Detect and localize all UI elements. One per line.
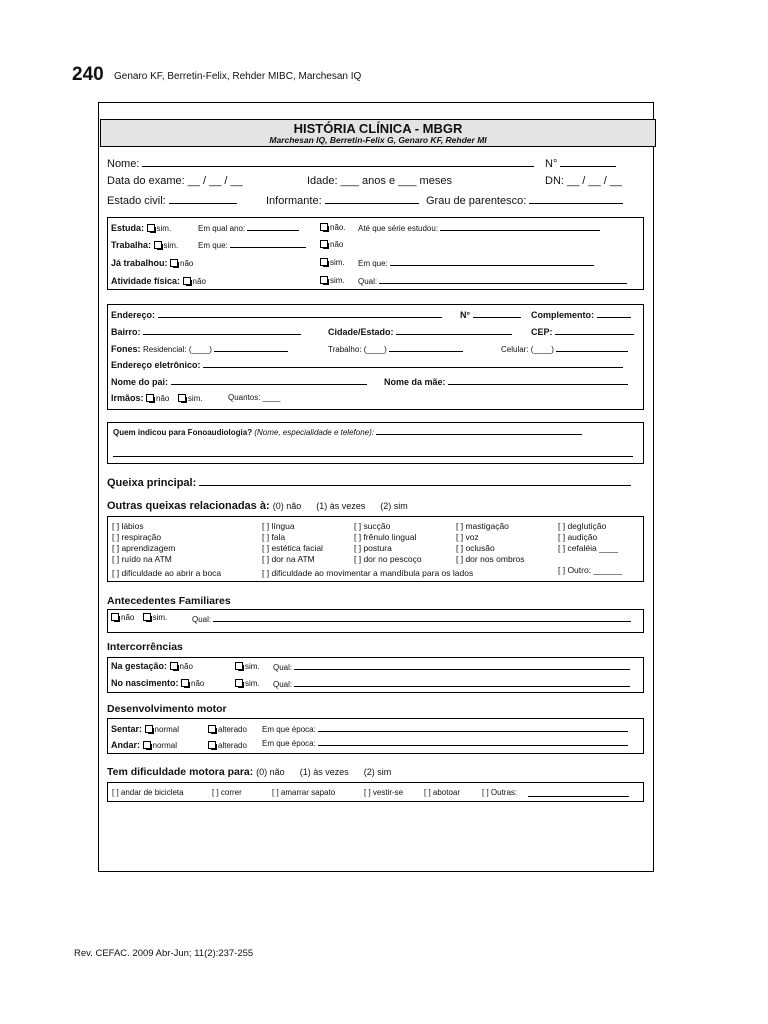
trabalha-nao-checkbox[interactable]	[320, 240, 328, 248]
motora-title: Tem dificuldade motora para:	[107, 766, 254, 778]
estuda-sim-label: sim.	[156, 224, 172, 233]
queixa-item[interactable]: [ ] dificuldade ao movimentar a mandíbula para os lados	[262, 568, 474, 578]
outras-queixas-escala: (0) não (1) às vezes (2) sim	[272, 501, 408, 511]
nascimento-sim-label: sim.	[245, 679, 260, 688]
atividade-nao-label: não	[192, 277, 206, 286]
numero-field[interactable]	[560, 156, 616, 167]
sentar-label: Sentar:	[111, 724, 143, 734]
estuda-label: Estuda:	[111, 223, 145, 233]
motora-escala: (0) não (1) às vezes (2) sim	[256, 767, 392, 777]
irmaos-sim-checkbox[interactable]	[178, 394, 186, 402]
ja-trabalhou-sim-label: sim.	[330, 258, 345, 267]
andar-normal-label: normal	[152, 741, 177, 750]
motora-outras-field[interactable]	[528, 796, 629, 797]
residencial-field[interactable]	[214, 343, 288, 352]
cidade-field[interactable]	[396, 326, 512, 335]
irmaos-nao-checkbox[interactable]	[146, 394, 154, 402]
queixa-item[interactable]: [ ] frênulo lingual	[354, 532, 417, 542]
nascimento-label: No nascimento:	[111, 678, 179, 688]
ja-trabalhou-em-que-label: Em que:	[358, 259, 388, 269]
atividade-sim-label: sim.	[330, 276, 345, 285]
pai-field[interactable]	[171, 376, 367, 385]
indicacao-label: Quem indicou para Fonoaudiologia?	[113, 428, 253, 438]
outras-queixas-label: Outras queixas relacionadas à:	[107, 500, 270, 512]
motora-item[interactable]: [ ] andar de bicicleta	[112, 788, 184, 797]
queixa-item[interactable]: [ ] dor nos ombros	[456, 554, 525, 564]
atividade-qual-field[interactable]	[379, 276, 627, 284]
em-que-field[interactable]	[230, 240, 306, 248]
ja-trabalhou-em-que-field[interactable]	[390, 258, 594, 266]
informante-field[interactable]	[325, 193, 419, 204]
antecedentes-nao-label: não	[121, 613, 135, 622]
motora-item[interactable]: [ ] amarrar sapato	[272, 788, 336, 797]
trabalha-sim-label: sim.	[163, 241, 179, 250]
em-qual-ano-label: Em qual ano:	[198, 224, 246, 234]
nome-field[interactable]	[142, 156, 534, 167]
celular-field[interactable]	[556, 344, 628, 352]
sentar-epoca-field[interactable]	[318, 724, 628, 732]
atividade-fisica-label: Atividade física:	[111, 276, 181, 286]
ja-trabalhou-nao-label: não	[180, 259, 194, 268]
form-title: HISTÓRIA CLÍNICA - MBGR	[293, 121, 463, 136]
queixa-principal-field[interactable]	[199, 475, 631, 486]
nascimento-qual-field[interactable]	[294, 679, 630, 687]
indicacao-field-1[interactable]	[376, 427, 582, 435]
ja-trabalhou-label: Já trabalhou:	[111, 258, 168, 268]
andar-alterado-label: alterado	[218, 741, 247, 750]
complemento-field[interactable]	[597, 309, 631, 318]
cep-label: CEP:	[531, 327, 553, 338]
numero-label: N°	[545, 157, 558, 170]
gestacao-nao-label: não	[179, 662, 193, 671]
mae-label: Nome da mãe:	[384, 377, 446, 388]
sentar-normal-checkbox[interactable]	[145, 725, 153, 733]
motora-item[interactable]: [ ] vestir-se	[364, 788, 404, 797]
mae-field[interactable]	[448, 376, 628, 385]
queixa-item[interactable]: [ ] mastigação	[456, 521, 509, 531]
gestacao-label: Na gestação:	[111, 661, 168, 671]
atividade-nao-checkbox[interactable]	[183, 277, 191, 285]
sentar-alterado-checkbox[interactable]	[208, 725, 216, 733]
informante-label: Informante:	[266, 194, 322, 207]
endereco-numero-field[interactable]	[473, 309, 521, 318]
queixa-item[interactable]: [ ] dor na ATM	[262, 554, 315, 564]
nome-row	[107, 156, 534, 170]
trabalho-fone-label: Trabalho: (____)	[328, 345, 387, 355]
queixa-item[interactable]: [ ] postura	[354, 543, 392, 553]
queixa-item[interactable]: [ ] Outro: ______	[558, 565, 622, 575]
estado-civil-row	[107, 193, 237, 207]
celular-label: Celular: (____)	[501, 345, 554, 355]
nascimento-nao-label: não	[191, 679, 205, 688]
motora-item[interactable]: [ ] correr	[212, 788, 242, 797]
motora-item[interactable]: [ ] abotoar	[424, 788, 461, 797]
cep-field[interactable]	[555, 326, 634, 335]
idade[interactable]: Idade: ___ anos e ___ meses	[307, 175, 452, 187]
atividade-sim-checkbox[interactable]	[320, 276, 328, 284]
irmaos-nao-label: não	[156, 394, 170, 403]
email-field[interactable]	[203, 359, 623, 368]
endereco-label: Endereço:	[111, 310, 156, 321]
indicacao-hint: (Nome, especialidade e telefone):	[254, 428, 374, 438]
quantos-field[interactable]: Quantos: ____	[228, 393, 281, 402]
form-title-box	[100, 119, 656, 147]
bairro-field[interactable]	[143, 326, 301, 335]
antecedentes-qual-label: Qual:	[192, 615, 212, 625]
queixa-item[interactable]: [ ] deglutição	[558, 521, 607, 531]
informante-row	[266, 193, 419, 207]
dn[interactable]: DN: __ / __ / __	[545, 175, 623, 187]
trabalha-label: Trabalha:	[111, 240, 152, 250]
desenvolvimento-title: Desenvolvimento motor	[107, 703, 227, 715]
queixa-item[interactable]: [ ] estética facial	[262, 543, 323, 553]
data-exame[interactable]: Data do exame: __ / __ / __	[107, 175, 243, 187]
estuda-nao-checkbox[interactable]	[320, 223, 328, 231]
antecedentes-title: Antecedentes Familiares	[107, 595, 231, 607]
ate-serie-label: Até que série estudou:	[358, 224, 439, 234]
queixa-item[interactable]: [ ] audição	[558, 532, 598, 542]
gestacao-sim-checkbox[interactable]	[235, 662, 243, 670]
antecedentes-sim-label: sim.	[152, 613, 168, 622]
em-que-label: Em que:	[198, 241, 228, 251]
queixa-principal-label: Queixa principal:	[107, 476, 197, 489]
antecedentes-nao-checkbox[interactable]	[111, 613, 119, 621]
gestacao-nao-checkbox[interactable]	[170, 662, 178, 670]
andar-epoca-field[interactable]	[318, 738, 628, 746]
nascimento-qual-label: Qual:	[273, 680, 293, 690]
cidade-label: Cidade/Estado:	[328, 327, 394, 338]
trabalha-sim-checkbox[interactable]	[154, 241, 162, 249]
gestacao-qual-field[interactable]	[294, 662, 630, 670]
irmaos-label: Irmãos:	[111, 393, 144, 403]
sentar-normal-label: normal	[154, 725, 179, 734]
sentar-epoca-label: Em que época:	[262, 725, 316, 735]
ate-serie-field[interactable]	[440, 223, 600, 231]
queixa-item[interactable]: [ ] voz	[456, 532, 479, 542]
queixa-item[interactable]: [ ] dor no pescoço	[354, 554, 422, 564]
antecedentes-sim-checkbox[interactable]	[143, 613, 151, 621]
ja-trabalhou-nao-checkbox[interactable]	[170, 259, 178, 267]
grau-row	[426, 193, 623, 207]
endereco-numero-label: N°	[460, 310, 471, 321]
nascimento-nao-checkbox[interactable]	[181, 679, 189, 687]
estado-civil-field[interactable]	[169, 193, 237, 204]
bairro-label: Bairro:	[111, 327, 141, 338]
nascimento-sim-checkbox[interactable]	[235, 679, 243, 687]
email-label: Endereço eletrônico:	[111, 360, 201, 371]
form-subtitle: Marchesan IQ, Berretin-Felix G, Genaro KF, Rehder MI	[269, 135, 487, 145]
numero-row	[545, 156, 616, 170]
andar-label: Andar:	[111, 740, 140, 750]
queixa-item[interactable]: [ ] aprendizagem	[112, 543, 176, 553]
grau-field[interactable]	[529, 193, 623, 204]
complemento-label: Complemento:	[531, 310, 594, 321]
indicacao-field-2[interactable]	[113, 448, 633, 457]
gestacao-qual-label: Qual:	[273, 663, 293, 673]
fones-label: Fones:	[111, 344, 141, 355]
queixa-item[interactable]: [ ] oclusão	[456, 543, 495, 553]
queixa-item[interactable]: [ ] cefaléia ____	[558, 543, 619, 553]
em-qual-ano-field[interactable]	[247, 223, 299, 231]
estuda-sim-checkbox[interactable]	[147, 224, 155, 232]
residencial-label: Residencial: (____)	[143, 345, 212, 355]
motora-item[interactable]: [ ] Outras:	[482, 788, 518, 797]
page-authors: Genaro KF, Berretin-Felix, Rehder MIBC, Marchesan IQ	[114, 71, 362, 82]
intercorrencias-title: Intercorrências	[107, 641, 183, 653]
sentar-alterado-label: alterado	[218, 725, 247, 734]
endereco-field[interactable]	[158, 309, 442, 318]
pai-label: Nome do pai:	[111, 377, 169, 388]
queixa-item[interactable]: [ ] fala	[262, 532, 286, 542]
estuda-nao-label: não.	[330, 223, 346, 232]
andar-epoca-label: Em que época:	[262, 739, 316, 749]
trabalho-fone-field[interactable]	[389, 344, 463, 352]
trabalha-nao-label: não	[330, 240, 344, 249]
irmaos-sim-label: sim.	[187, 394, 203, 403]
gestacao-sim-label: sim.	[245, 662, 260, 671]
queixa-item[interactable]: [ ] dificuldade ao abrir a boca	[112, 568, 222, 578]
page-number: 240	[72, 64, 104, 85]
queixa-item[interactable]: [ ] língua	[262, 521, 295, 531]
antecedentes-qual-field[interactable]	[213, 614, 631, 622]
queixa-item[interactable]: [ ] sucção	[354, 521, 391, 531]
estado-civil-label: Estado civil:	[107, 194, 166, 207]
andar-alterado-checkbox[interactable]	[208, 741, 216, 749]
queixa-item[interactable]: [ ] lábios	[112, 521, 144, 531]
queixa-item[interactable]: [ ] respiração	[112, 532, 162, 542]
queixa-item[interactable]: [ ] ruído na ATM	[112, 554, 172, 564]
atividade-qual-label: Qual:	[358, 277, 378, 287]
grau-label: Grau de parentesco:	[426, 194, 527, 207]
andar-normal-checkbox[interactable]	[143, 741, 151, 749]
page-footer: Rev. CEFAC. 2009 Abr-Jun; 11(2):237-255	[74, 948, 254, 959]
nome-label: Nome:	[107, 157, 140, 170]
ja-trabalhou-sim-checkbox[interactable]	[320, 258, 328, 266]
